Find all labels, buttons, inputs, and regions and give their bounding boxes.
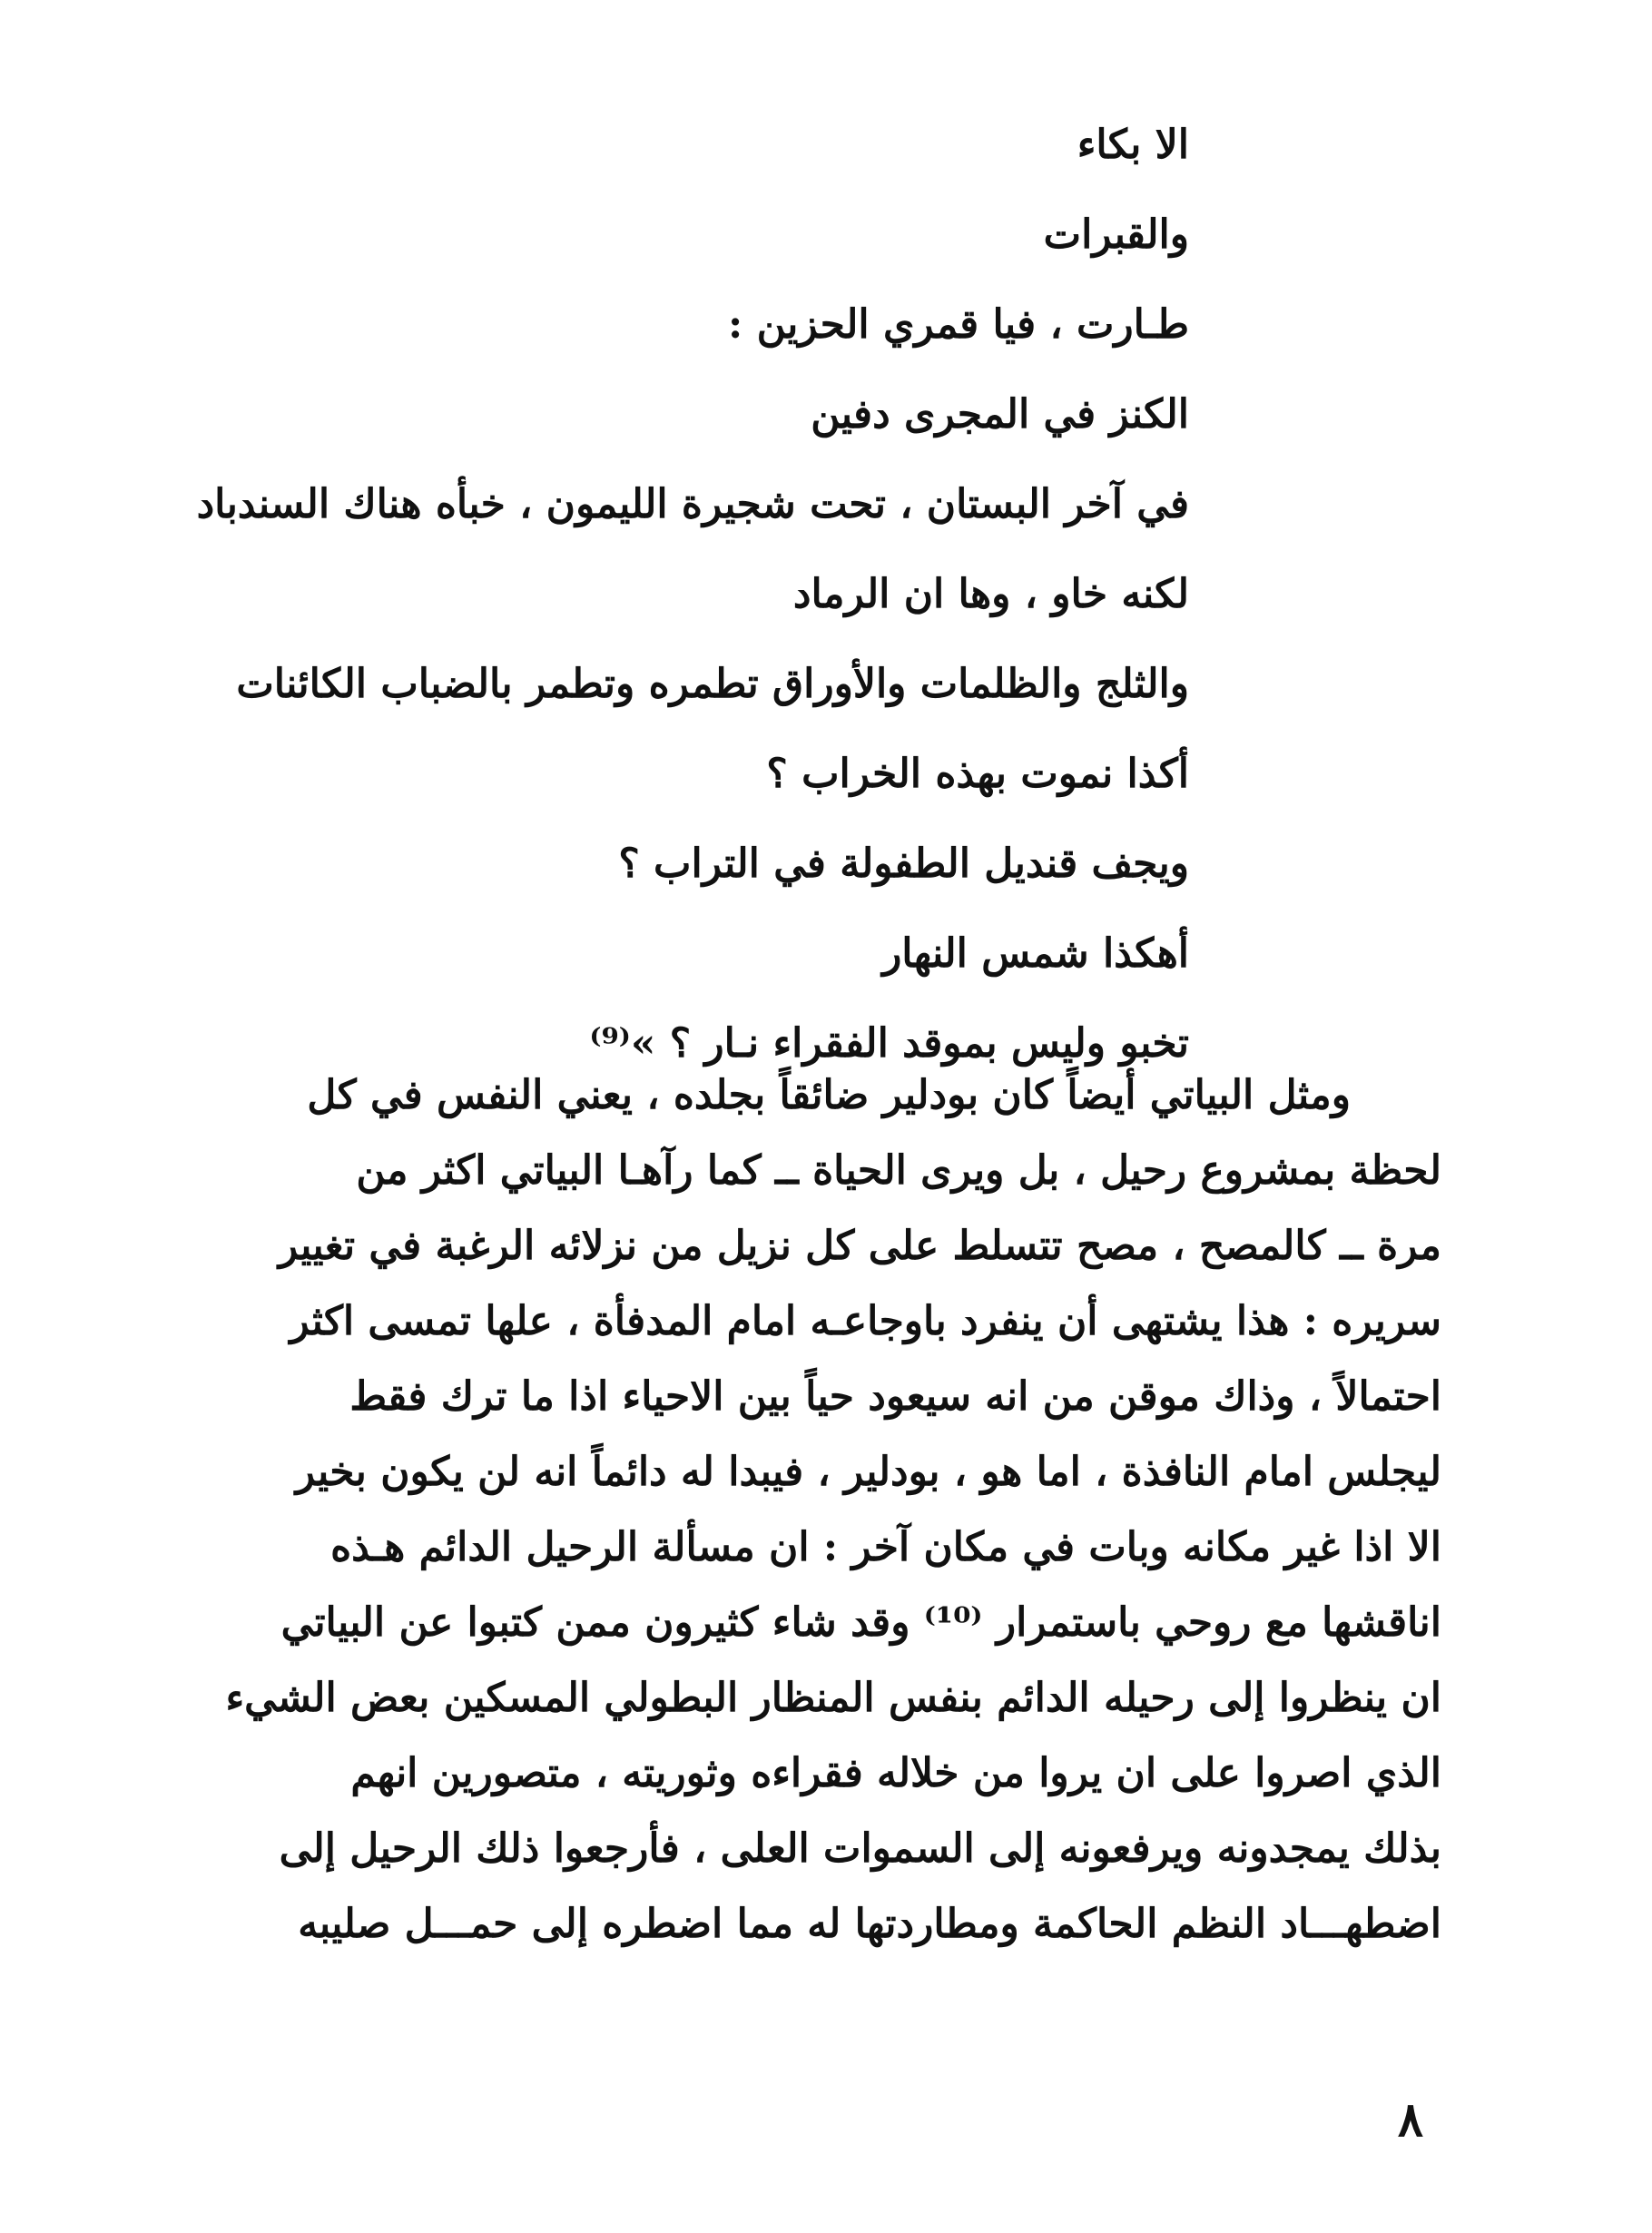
page-number: ٨ — [1398, 2092, 1423, 2148]
poem-line: والقبرات — [1043, 211, 1189, 258]
poem-block — [191, 100, 1189, 1088]
poem-line: الا بكاء — [1077, 122, 1189, 168]
poem-line: الكنز في المجرى دفين — [811, 391, 1189, 438]
prose-line: اناقشها مع روحي باستمرار ⁽¹⁰⁾ وقد شاء كثيرون ممن كتبوا عن البياتي — [280, 1599, 1441, 1646]
prose-line: ان ينظروا إلى رحيله الدائم بنفس المنظار البطولي المسكين بعض الشيء — [225, 1675, 1441, 1721]
prose-line: ومثل البياتي أيضاً كان بودلير ضائقاً بجلده ، يعني النفس في كل — [307, 1072, 1351, 1118]
poem-line: طـارت ، فيا قمري الحزين : — [728, 301, 1189, 348]
prose-line: الا اذا غير مكانه وبات في مكان آخر : ان مسألة الرحيل الدائم هـذه — [330, 1524, 1441, 1570]
prose-line: لحظة بمشروع رحيل ، بل ويرى الحياة ــ كما رآهـا البياتي اكثر من — [356, 1147, 1441, 1194]
prose-line: سريره : هذا يشتهى أن ينفرد باوجاعـه امام المدفأة ، علها تمسى اكثر — [290, 1298, 1441, 1344]
prose-line: ليجلس امام النافذة ، اما هو ، بودلير ، فيبدا له دائماً انه لن يكون بخير — [295, 1449, 1441, 1495]
prose-line: مرة ــ كالمصح ، مصح تتسلط على كل نزيل من نزلائه الرغبة في تغيير — [278, 1223, 1441, 1269]
poem-line: تخبو وليس بموقد الفقراء نـار ؟ »⁽⁹⁾ — [589, 1020, 1189, 1067]
poem-line: أهكذا شمس النهار — [882, 930, 1189, 977]
prose-line: بذلك يمجدونه ويرفعونه إلى السموات العلى ، فأرجعوا ذلك الرحيل إلى — [279, 1825, 1441, 1872]
prose-paragraph — [225, 1057, 1441, 1962]
poem-line: ويجف قنديل الطفولة في التراب ؟ — [618, 841, 1189, 887]
poem-line: في آخر البستان ، تحت شجيرة الليمون ، خبأه هناك السندباد — [196, 481, 1189, 527]
poem-line: لكنه خاو ، وها ان الرماد — [792, 571, 1189, 617]
poem-line: أكذا نموت بهذه الخراب ؟ — [766, 751, 1189, 797]
prose-line: اضطهـــاد النظم الحاكمة ومطاردتها له مما اضطره إلى حمـــل صليبه — [298, 1901, 1441, 1947]
prose-line: احتمالاً ، وذاك موقن من انه سيعود حياً بين الاحياء اذا ما ترك فقط — [349, 1373, 1441, 1420]
poem-line: والثلج والظلمات والأوراق تطمره وتطمر بالضباب الكائنات — [236, 661, 1189, 707]
prose-line: الذي اصروا على ان يروا من خلاله فقراءه وثوريته ، متصورين انهم — [350, 1750, 1441, 1796]
